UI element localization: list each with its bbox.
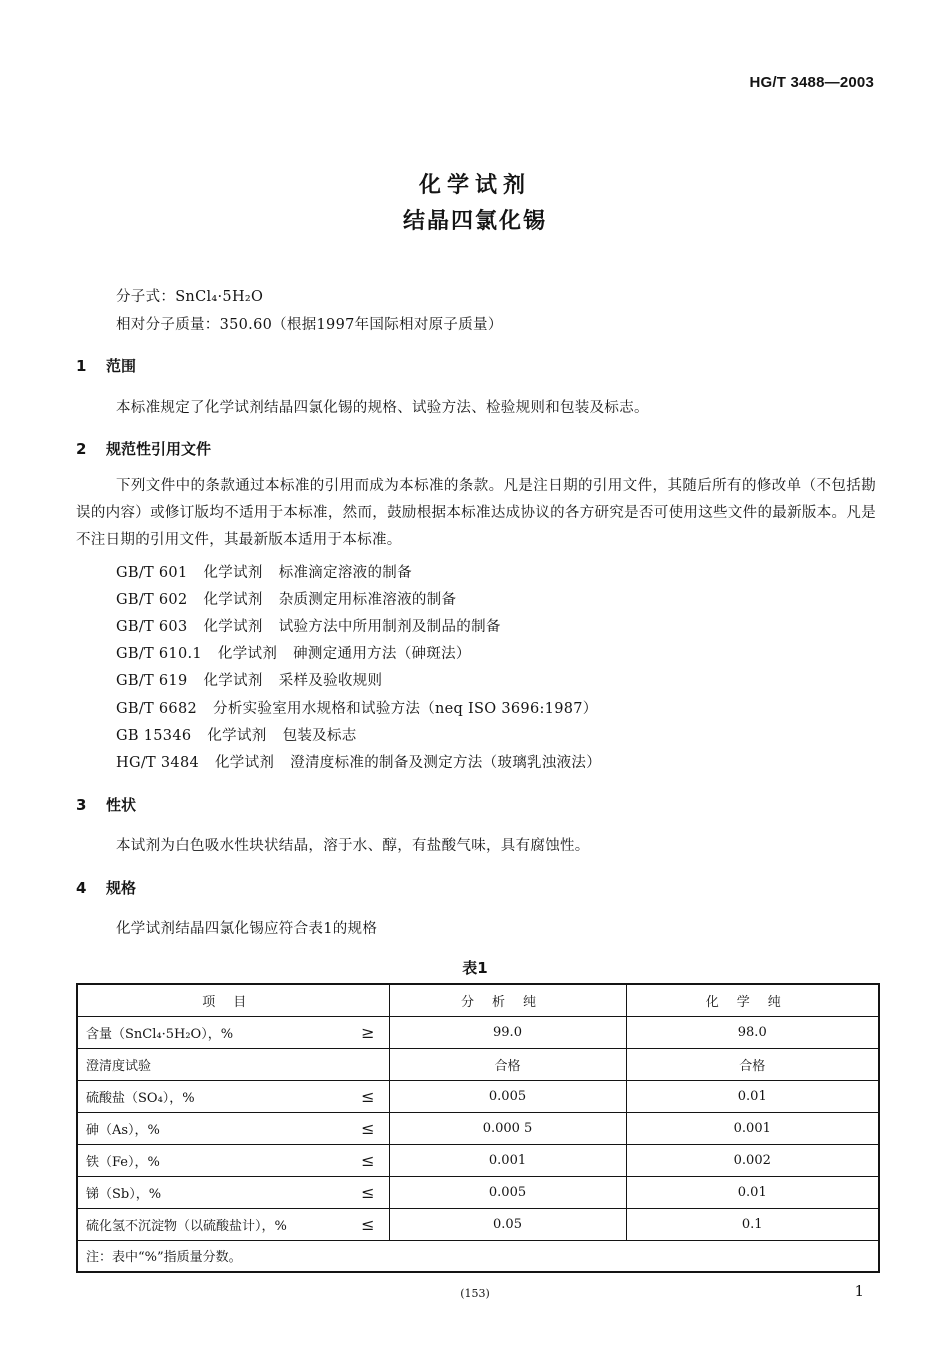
section-number: 4 <box>76 879 87 897</box>
chemical-grade-value: 0.1 <box>626 1208 879 1240</box>
reference-item <box>116 561 412 582</box>
reference-title: 试验方法中所用制剂及制品的制备 <box>278 619 501 635</box>
item-label: 澄清度试验 <box>86 1058 152 1074</box>
reference-title: 砷测定通用方法（砷斑法） <box>293 646 471 662</box>
analytical-grade-value: 0.005 <box>389 1176 626 1208</box>
reference-code: GB/T 6682 <box>116 701 198 717</box>
comparison-symbol: ≤ <box>361 1182 375 1202</box>
chemical-grade-value: 98.0 <box>626 1016 879 1048</box>
reference-item <box>116 751 601 772</box>
reference-title: 采样及验收规则 <box>278 673 383 689</box>
section-number: 1 <box>76 357 87 375</box>
table-row <box>77 1080 879 1112</box>
section-title: 性状 <box>106 796 137 814</box>
specification-intro: 化学试剂结晶四氯化锡应符合表1的规格 <box>116 921 378 937</box>
chemical-grade-value: 0.002 <box>626 1144 879 1176</box>
analytical-grade-value: 99.0 <box>389 1016 626 1048</box>
comparison-symbol: ≤ <box>361 1118 375 1138</box>
page-code: (153) <box>460 1287 490 1300</box>
item-cell <box>77 1048 389 1080</box>
table-row <box>77 1112 879 1144</box>
section-heading-scope <box>76 355 136 376</box>
reference-title: 分析实验室用水规格和试验方法（neq ISO 3696:1987） <box>213 701 598 717</box>
chemical-grade-value: 0.01 <box>626 1080 879 1112</box>
properties-paragraph: 本试剂为白色吸水性块状结晶，溶于水、醇，有盐酸气味，具有腐蚀性。 <box>116 838 590 854</box>
comparison-symbol: ≤ <box>361 1214 375 1234</box>
table-header-cell: 分析纯 <box>389 984 626 1016</box>
item-label: 含量（SnCl₄·5H₂O），% <box>86 1026 234 1042</box>
section-number: 3 <box>76 796 87 814</box>
section-heading-references <box>76 438 211 459</box>
table-title: 表1 <box>462 959 488 977</box>
item-cell <box>77 1112 389 1144</box>
analytical-grade-value: 合格 <box>389 1048 626 1080</box>
reference-title: 澄清度标准的制备及测定方法（玻璃乳浊液法） <box>290 755 602 771</box>
table-row <box>77 1016 879 1048</box>
reference-item <box>116 724 357 745</box>
scope-paragraph: 本标准规定了化学试剂结晶四氯化锡的规格、试验方法、检验规则和包装及标志。 <box>116 400 649 416</box>
reference-prefix: 化学试剂 <box>217 646 278 662</box>
table-header-cell: 化学纯 <box>626 984 879 1016</box>
table-header-cell: 项目 <box>77 984 389 1016</box>
item-label: 锑（Sb），% <box>86 1186 162 1202</box>
table-row <box>77 1208 879 1240</box>
comparison-symbol: ≥ <box>361 1022 375 1042</box>
reference-title: 杂质测定用标准溶液的制备 <box>278 592 457 608</box>
reference-title: 标准滴定溶液的制备 <box>278 565 412 581</box>
section-title: 规范性引用文件 <box>106 440 212 458</box>
reference-code: GB 15346 <box>116 728 192 744</box>
item-cell <box>77 1080 389 1112</box>
reference-prefix: 化学试剂 <box>203 619 263 635</box>
reference-title: 包装及标志 <box>282 728 357 744</box>
item-label: 硫酸盐（SO₄），% <box>86 1090 195 1106</box>
specification-table <box>76 983 880 1273</box>
table-row <box>77 1144 879 1176</box>
reference-item <box>116 615 501 636</box>
table-note: 注：表中“%”指质量分数。 <box>77 1240 879 1272</box>
reference-prefix: 化学试剂 <box>215 755 275 771</box>
table-header-row <box>77 984 879 1016</box>
reference-item <box>116 588 456 609</box>
item-cell <box>77 1144 389 1176</box>
table-note-row <box>77 1240 879 1272</box>
document-title-line2: 结晶四氯化锡 <box>402 209 547 234</box>
item-label: 铁（Fe），% <box>86 1154 160 1170</box>
item-label: 砷（As），% <box>86 1122 160 1138</box>
analytical-grade-value: 0.05 <box>389 1208 626 1240</box>
page-number: 1 <box>854 1282 864 1300</box>
reference-item <box>116 642 471 663</box>
reference-prefix: 化学试剂 <box>203 592 263 608</box>
reference-prefix: 化学试剂 <box>203 673 263 689</box>
analytical-grade-value: 0.005 <box>389 1080 626 1112</box>
item-cell <box>77 1016 389 1048</box>
comparison-symbol: ≤ <box>361 1086 375 1106</box>
reference-code: GB/T 603 <box>116 619 188 635</box>
table-row <box>77 1176 879 1208</box>
item-label: 硫化氢不沉淀物（以硫酸盐计），% <box>86 1218 287 1234</box>
reference-code: GB/T 610.1 <box>116 646 202 662</box>
table-row <box>77 1048 879 1080</box>
section-title: 范围 <box>106 357 137 375</box>
reference-item <box>116 697 598 718</box>
section-heading-specification <box>76 877 136 898</box>
item-cell <box>77 1176 389 1208</box>
reference-prefix: 化学试剂 <box>207 728 267 744</box>
molecular-formula: 分子式：SnCl₄·5H₂O <box>116 289 264 305</box>
section-number: 2 <box>76 440 87 458</box>
reference-prefix: 化学试剂 <box>203 565 263 581</box>
chemical-grade-value: 合格 <box>626 1048 879 1080</box>
section-heading-properties <box>76 794 136 815</box>
analytical-grade-value: 0.000 5 <box>389 1112 626 1144</box>
document-title-line1: 化学试剂 <box>418 173 531 198</box>
section-title: 规格 <box>106 879 137 897</box>
item-cell <box>77 1208 389 1240</box>
reference-item <box>116 669 382 690</box>
reference-code: GB/T 602 <box>116 592 188 608</box>
reference-code: GB/T 601 <box>116 565 188 581</box>
chemical-grade-value: 0.01 <box>626 1176 879 1208</box>
chemical-grade-value: 0.001 <box>626 1112 879 1144</box>
reference-code: HG/T 3484 <box>116 755 199 771</box>
molecular-mass: 相对分子质量：350.60（根据1997年国际相对原子质量） <box>116 317 503 333</box>
references-intro-paragraph: 下列文件中的条款通过本标准的引用而成为本标准的条款。凡是注日期的引用文件，其随后所有的修改单（不包括勘误的内容）或修订版均不适用于本标准，然而，鼓励根据本标准达成协议的各方研究是否可使用这些文件的最新版本。凡是不注日期的引用文件，其最新版本适用于本标准。 <box>76 478 876 548</box>
analytical-grade-value: 0.001 <box>389 1144 626 1176</box>
reference-code: GB/T 619 <box>116 673 188 689</box>
comparison-symbol: ≤ <box>361 1150 375 1170</box>
standard-number: HG/T 3488—2003 <box>749 74 874 91</box>
